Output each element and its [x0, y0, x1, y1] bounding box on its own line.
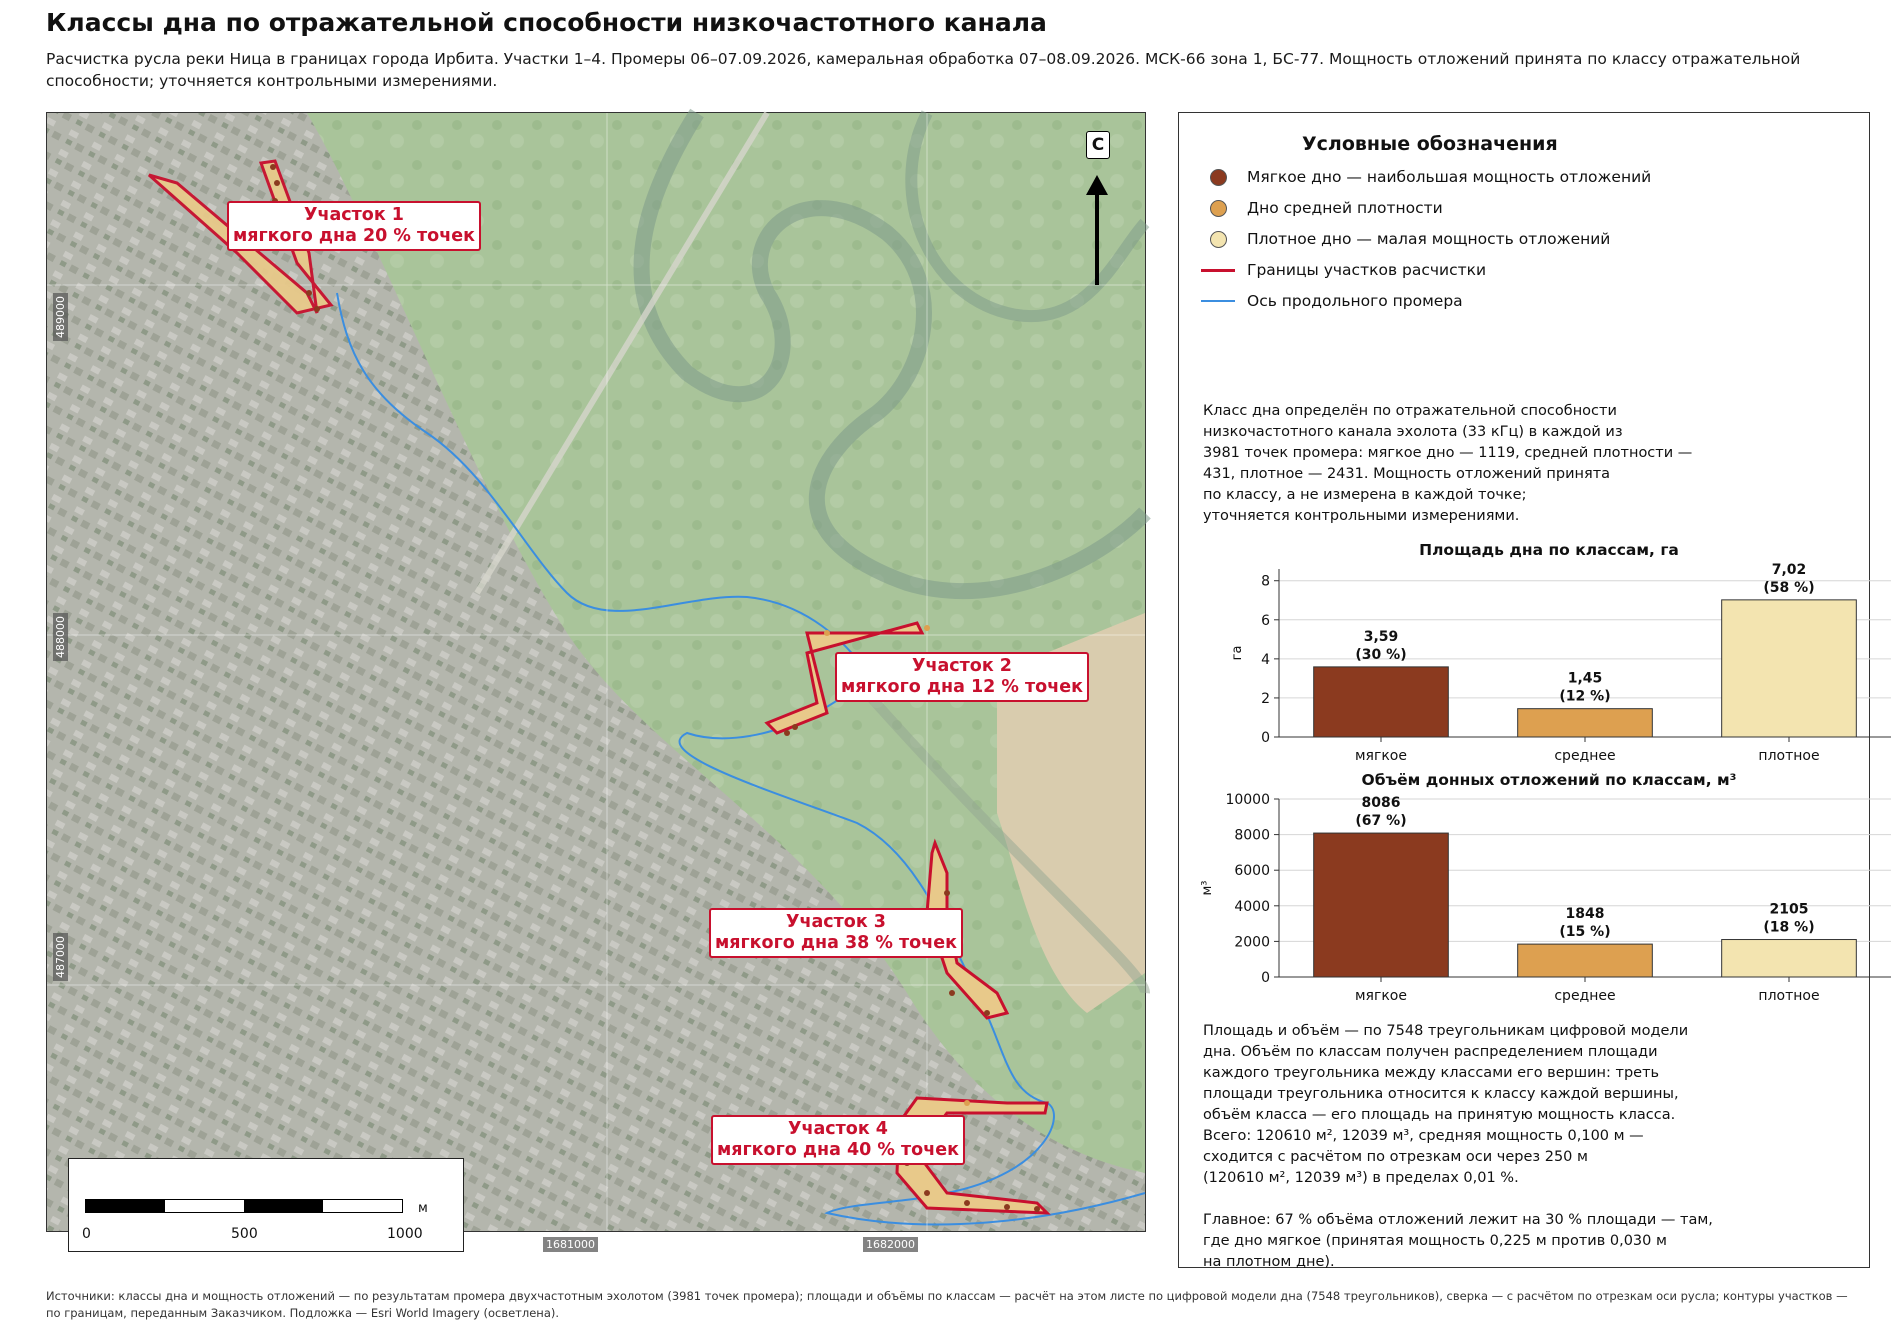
- volume-chart-ytick-label-2: 4000: [1234, 898, 1270, 915]
- area-chart-bar-1: [1518, 709, 1653, 737]
- calculation-note: Площадь и объём — по 7548 треугольникам цифровой модели дна. Объём по классам получен распределением площади каждого треугольника между классами его вершин: треть площади треугольника относится к классу каждой вершины, объём класса — его площадь на принятую мощность класса. Всего: 120610 м², 12039 м³, средняя мощность 0,100 м — сходится с расчётом по отрезкам оси через 250 м (120610 м², 12039 м³) в пределах 0,01 %. Главное: 67 % объёма отложений лежит на 30 % площади — там, где дно мягкое (принятая мощность 0,225 м против 0,030 м на плотном дне).: [1203, 1023, 1713, 1270]
- area-chart-percent-label-0: (30 %): [1355, 646, 1407, 663]
- volume-chart-value-label-0: 8086: [1361, 795, 1401, 812]
- volume-chart-bar-0: [1314, 833, 1449, 977]
- volume-chart-percent-label-0: (67 %): [1355, 813, 1407, 830]
- legend-label-boundary: Границы участков расчистки: [1247, 261, 1487, 279]
- volume-chart-ytick-label-1: 2000: [1234, 934, 1270, 951]
- scale-bar-segments: [85, 1199, 403, 1213]
- volume-chart-y-label: м³: [1200, 880, 1215, 896]
- legend-label-dense: Плотное дно — малая мощность отложений: [1247, 230, 1611, 248]
- volume-chart-percent-label-1: (15 %): [1559, 924, 1611, 941]
- area-chart-ytick-label-0: 0: [1261, 730, 1270, 746]
- method-note: Класс дна определён по отражательной способности низкочастотного канала эхолота (33 кГц) в каждой из 3981 точек промера: мягкое дно — 1119, средней плотности — 431, плотное — 2431. Мощность отложений принята по классу, а не измерена в каждой точке; уточняется контрольными измерениями.: [1203, 403, 1693, 524]
- area-chart: [1179, 531, 1869, 771]
- area-chart-value-label-2: 7,02: [1771, 561, 1807, 578]
- volume-chart-ytick-label-3: 6000: [1234, 863, 1270, 880]
- coord-label-487000: 487000: [53, 933, 68, 981]
- coord-label-1682000: 1682000: [863, 1237, 918, 1252]
- area-chart-ytick-label-3: 6: [1261, 612, 1270, 629]
- area-chart-ytick-label-1: 2: [1261, 690, 1270, 707]
- legend-item-dense: [1201, 227, 1610, 251]
- volume-chart-value-label-2: 2105: [1769, 901, 1809, 918]
- section-2-title: Участок 2: [911, 656, 1012, 676]
- area-chart-category-label-1: среднее: [1554, 748, 1616, 764]
- coord-label-488000: 488000: [53, 613, 68, 661]
- dense-bottom-icon: [1210, 231, 1227, 248]
- north-arrow-icon: [1082, 175, 1112, 287]
- scale-bar: [68, 1158, 464, 1252]
- section-1-title: Участок 1: [303, 205, 404, 225]
- scale-tick-1000: 1000: [387, 1226, 423, 1242]
- area-chart-ytick-label-4: 8: [1261, 573, 1270, 590]
- legend-label-soft: Мягкое дно — наибольшая мощность отложений: [1247, 168, 1652, 186]
- legend-item-medium: [1201, 196, 1443, 220]
- section-3-share: мягкого дна 38 % точек: [715, 933, 957, 953]
- legend-panel: [1178, 112, 1870, 1268]
- section-1-label[interactable]: [227, 201, 481, 251]
- volume-chart-ytick-label-0: 0: [1261, 970, 1270, 986]
- volume-chart-category-label-0: мягкое: [1355, 988, 1407, 1004]
- area-chart-y-label: га: [1230, 645, 1245, 661]
- coord-label-1681000: 1681000: [543, 1237, 598, 1252]
- scale-unit: м: [418, 1201, 428, 1216]
- section-4-share: мягкого дна 40 % точек: [717, 1140, 959, 1160]
- coord-label-489000: 489000: [53, 293, 68, 341]
- volume-chart: [1179, 773, 1869, 1023]
- volume-chart-value-label-1: 1848: [1565, 906, 1605, 923]
- legend-label-axis: Ось продольного промера: [1247, 292, 1463, 310]
- area-chart-bar-0: [1314, 667, 1449, 737]
- legend-item-axis: [1201, 289, 1463, 313]
- section-4-title: Участок 4: [787, 1119, 888, 1139]
- section-2-share: мягкого дна 12 % точек: [841, 677, 1083, 697]
- area-chart-bar-2: [1722, 600, 1857, 737]
- area-chart-percent-label-2: (58 %): [1763, 579, 1815, 596]
- volume-chart-title: Объём донных отложений по классам, м³: [1361, 771, 1737, 789]
- area-chart-value-label-0: 3,59: [1363, 628, 1399, 645]
- volume-chart-category-label-1: среднее: [1554, 988, 1616, 1004]
- legend-title: Условные обозначения: [1302, 133, 1558, 155]
- page-subtitle: Расчистка русла реки Ница в границах города Ирбита. Участки 1–4. Промеры 06–07.09.2026, камеральная обработка 07–08.09.2026. МСК-66 зона 1, БС-77. Мощность отложений принята по классу отражательной способности; уточняется контрольными измерениями.: [46, 50, 1801, 90]
- volume-chart-ytick-label-4: 8000: [1234, 827, 1270, 844]
- area-chart-category-label-2: плотное: [1758, 748, 1820, 764]
- section-3-label[interactable]: [709, 908, 963, 958]
- volume-chart-percent-label-2: (18 %): [1763, 919, 1815, 936]
- medium-bottom-icon: [1210, 200, 1227, 217]
- legend-item-boundary: [1201, 258, 1486, 282]
- scale-tick-0: 0: [82, 1226, 91, 1242]
- area-chart-value-label-1: 1,45: [1567, 670, 1603, 687]
- area-chart-title: Площадь дна по классам, га: [1419, 541, 1679, 559]
- area-chart-category-label-0: мягкое: [1355, 748, 1407, 764]
- section-3-title: Участок 3: [785, 912, 886, 932]
- north-label: С: [1086, 131, 1110, 159]
- section-2-label[interactable]: [835, 652, 1089, 702]
- axis-line-icon: [1201, 300, 1235, 302]
- boundary-line-icon: [1201, 269, 1235, 272]
- soft-bottom-icon: [1210, 169, 1227, 186]
- section-4-label[interactable]: [711, 1115, 965, 1165]
- area-chart-percent-label-1: (12 %): [1559, 688, 1611, 705]
- section-1-share: мягкого дна 20 % точек: [233, 226, 475, 246]
- volume-chart-bar-2: [1722, 940, 1857, 977]
- volume-chart-bar-1: [1518, 944, 1653, 977]
- area-chart-ytick-label-2: 4: [1261, 651, 1270, 668]
- page-title: Классы дна по отражательной способности низкочастотного канала: [46, 8, 1047, 37]
- scale-tick-500: 500: [231, 1226, 258, 1242]
- sources-footer: Источники: классы дна и мощность отложений — по результатам промера двухчастотным эхолотом (3981 точек промера); площади и объёмы по классам — расчёт на этом листе по цифровой модели дна (7548 треугольников), сверка — с расчётом по отрезкам оси русла; контуры участков — по границам, переданным Заказчиком. Подложка — Esri World Imagery (осветлена).: [46, 1289, 1848, 1320]
- volume-chart-category-label-2: плотное: [1758, 988, 1820, 1004]
- legend-item-soft: [1201, 165, 1651, 189]
- volume-chart-ytick-label-5: 10000: [1225, 792, 1270, 808]
- legend-label-medium: Дно средней плотности: [1247, 199, 1443, 217]
